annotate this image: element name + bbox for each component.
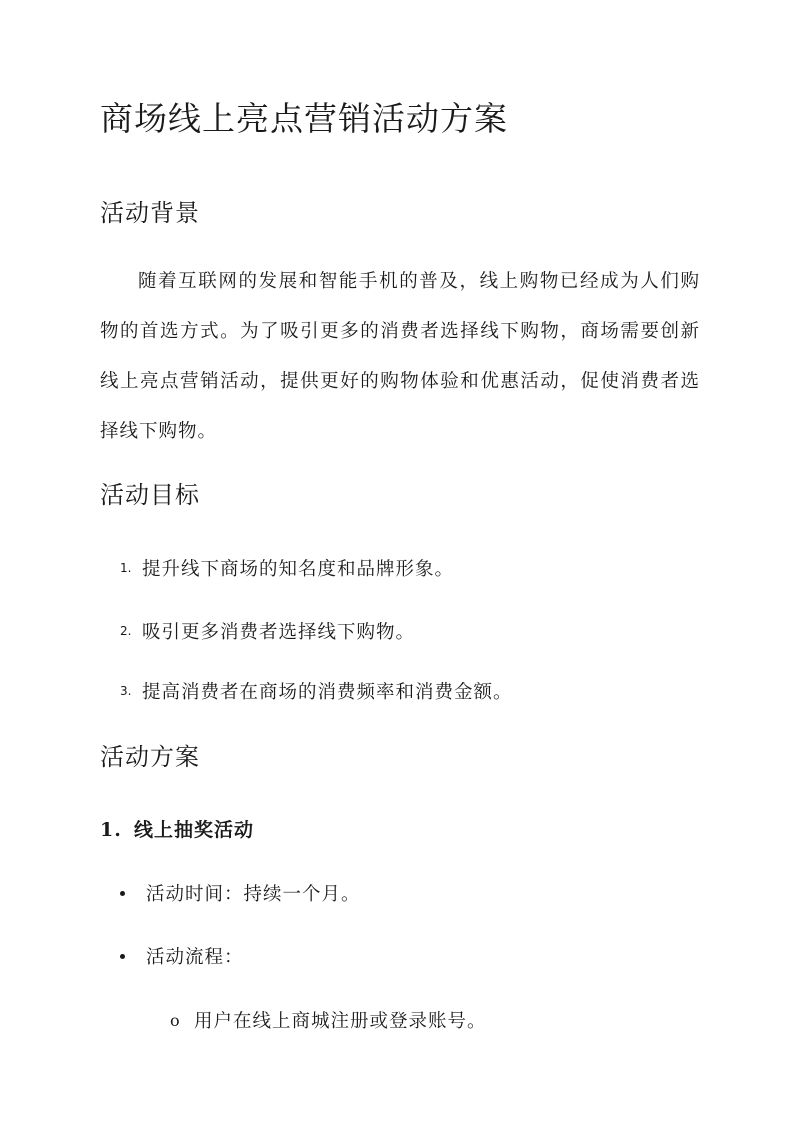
bullet-circle-icon: o xyxy=(170,1010,180,1030)
list-number: 3. xyxy=(120,684,132,698)
bullet-list-item xyxy=(100,941,244,971)
sub-bullet-text: 用户在线上商城注册或登录账号。 xyxy=(194,1011,487,1032)
bullet-text: 活动时间：持续一个月。 xyxy=(146,884,361,905)
subsection-heading-lottery xyxy=(100,815,254,845)
bullet-text: 活动流程： xyxy=(146,947,244,968)
goal-text: 提升线下商场的知名度和品牌形象。 xyxy=(142,559,455,580)
goal-list-item xyxy=(100,616,415,646)
document-title: 商场线上亮点营销活动方案 xyxy=(100,99,508,138)
list-number: 2. xyxy=(120,624,132,638)
goal-text: 吸引更多消费者选择线下购物。 xyxy=(142,622,416,643)
goal-list-item xyxy=(100,553,454,583)
section-heading-plan: 活动方案 xyxy=(100,743,200,771)
list-number: 1. xyxy=(120,561,132,575)
background-paragraph: 随着互联网的发展和智能手机的普及，线上购物已经成为人们购物的首选方式。为了吸引更多的消费者选择线下购物，商场需要创新线上亮点营销活动，提供更好的购物体验和优惠活动，促使消费者选择线下购物。 xyxy=(100,271,700,442)
subsection-title: 线上抽奖活动 xyxy=(134,819,255,841)
bullet-list-item xyxy=(100,878,361,908)
subsection-number: 1. xyxy=(100,819,122,841)
section-heading-goals: 活动目标 xyxy=(100,481,200,509)
sub-bullet-list-item xyxy=(170,1005,487,1035)
section-heading-background: 活动背景 xyxy=(100,199,200,227)
goal-text: 提高消费者在商场的消费频率和消费金额。 xyxy=(142,682,513,703)
goal-list-item xyxy=(100,676,513,706)
